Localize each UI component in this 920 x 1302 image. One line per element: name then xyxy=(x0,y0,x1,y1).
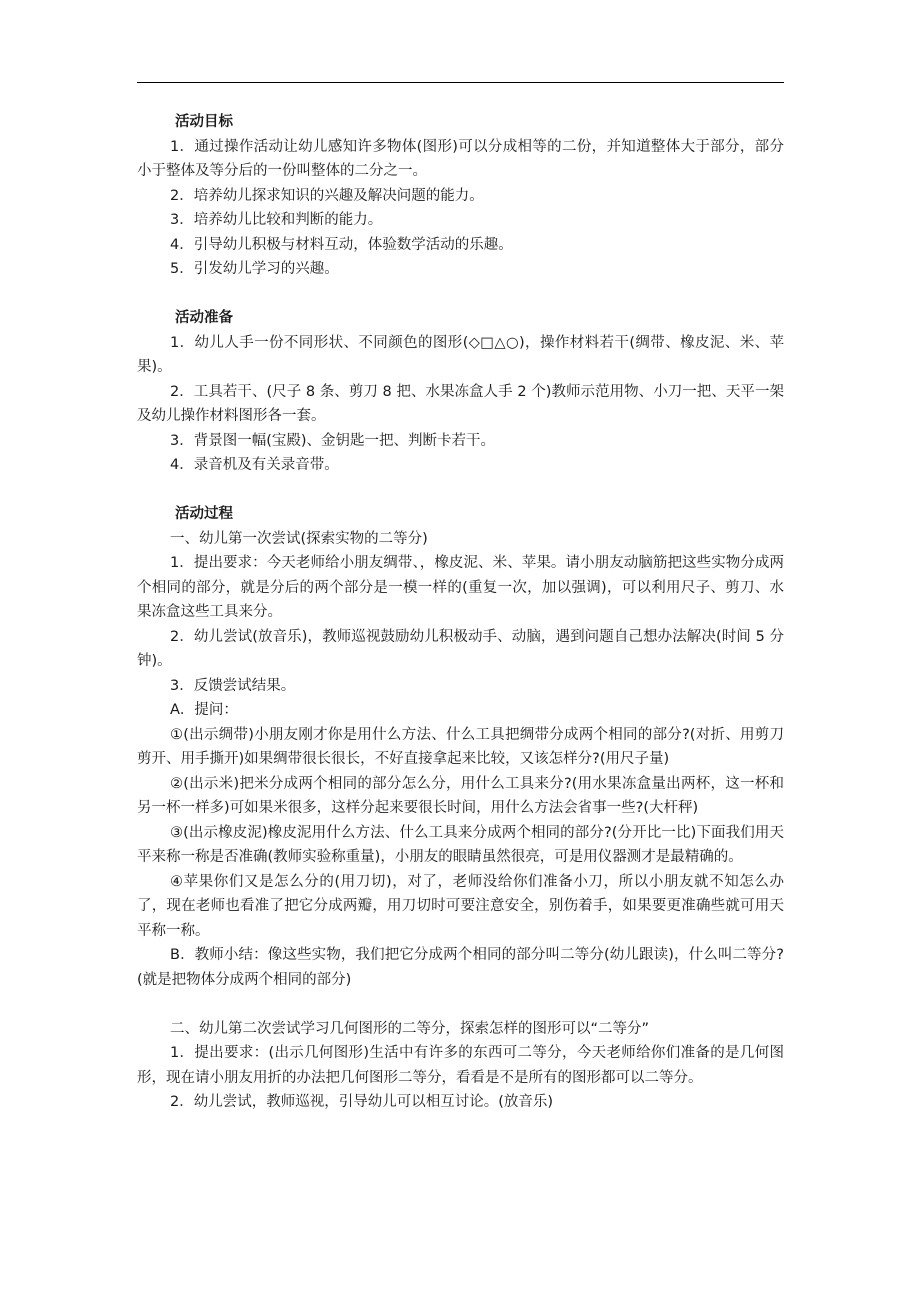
process-item: 2．幼儿尝试，教师巡视，引导幼儿可以相互讨论。(放音乐) xyxy=(170,1094,554,1110)
goal-item: 3．培养幼儿比较和判断的能力。 xyxy=(170,212,383,228)
header-rule xyxy=(137,82,784,83)
process-item: ①(出示绸带)小朋友刚才你是用什么方法、什么工具把绸带分成两个相同的部分?(对折、用剪刀剪开、用手撕开)如果绸带很长很长，不好直接拿起来比较，又该怎样分?(用尺子量) xyxy=(137,726,784,767)
process-item: ②(出示米)把米分成两个相同的部分怎么分，用什么工具来分?(用水果冻盒量出两杯，这一杯和另一杯一样多)可如果米很多，这样分起来要很长时间，用什么方法会省事一些?(大杆秤) xyxy=(137,775,784,816)
goal-item: 5．引发幼儿学习的兴趣。 xyxy=(170,261,339,277)
part2-heading: 二、幼儿第二次尝试学习几何图形的二等分，探索怎样的图形可以“二等分” xyxy=(170,1020,650,1037)
goal-item: 4．引导幼儿积极与材料互动，体验数学活动的乐趣。 xyxy=(170,236,513,253)
goal-item: 2．培养幼儿探求知识的兴趣及解决问题的能力。 xyxy=(170,187,484,204)
part1-heading: 一、幼儿第一次尝试(探索实物的二等分) xyxy=(170,530,428,547)
goal-item: 1．通过操作活动让幼儿感知许多物体(图形)可以分成相等的二份，并知道整体大于部分，部分小于整体及等分后的一份叫整体的二分之一。 xyxy=(137,138,784,179)
prep-item: 1．幼儿人手一份不同形状、不同颜色的图形(◇□△○)，操作材料若干(绸带、橡皮泥、米、苹果)。 xyxy=(137,334,784,375)
process-item: 3．反馈尝试结果。 xyxy=(170,677,296,694)
prep-item: 3．背景图一幅(宝殿)、金钥匙一把、判断卡若干。 xyxy=(170,432,496,449)
process-item: ④苹果你们又是怎么分的(用刀切)，对了，老师没给你们准备小刀，所以小朋友就不知怎么办了，现在老师也看准了把它分成两瓣，用刀切时可要注意安全，别伤着手，如果要更准确些就可用天平称一称。 xyxy=(137,873,784,939)
prep-item: 4．录音机及有关录音带。 xyxy=(170,457,339,473)
goals-heading: 活动目标 xyxy=(175,114,233,130)
process-item: 1．提出要求：今天老师给小朋友绸带、，橡皮泥、米、苹果。请小朋友动脑筋把这些实物分成两个相同的部分，就是分后的两个部分是一模一样的(重复一次，加以强调)，可以利用尺子、剪刀、水果冻盒这些工具来分。 xyxy=(137,555,784,620)
prep-item: 2．工具若干、(尺子 8 条、剪刀 8 把、水果冻盒人手 2 个)教师示范用物、小刀一把、天平一架及幼儿操作材料图形各一套。 xyxy=(137,383,784,424)
process-heading: 活动过程 xyxy=(175,506,233,522)
process-item: 1．提出要求：(出示几何图形)生活中有许多的东西可二等分，今天老师给你们准备的是几何图形，现在请小朋友用折的办法把几何图形二等分，看看是不是所有的图形都可以二等分。 xyxy=(137,1045,784,1086)
prep-heading: 活动准备 xyxy=(175,310,233,326)
process-item: B．教师小结：像这些实物，我们把它分成两个相同的部分叫二等分(幼儿跟读)，什么叫二等分?(就是把物体分成两个相同的部分) xyxy=(137,947,784,988)
process-item: 2．幼儿尝试(放音乐)，教师巡视鼓励幼儿积极动手、动脑，遇到问题自己想办法解决(时间 5 分钟)。 xyxy=(137,628,784,669)
document-body xyxy=(137,110,784,1115)
process-item: ③(出示橡皮泥)橡皮泥用什么方法、什么工具来分成两个相同的部分?(分开比一比)下面我们用天平来称一称是否准确(教师实验称重量)，小朋友的眼睛虽然很亮，可是用仪器测才是最精确的。 xyxy=(137,824,784,865)
process-item: A．提问： xyxy=(170,702,238,718)
